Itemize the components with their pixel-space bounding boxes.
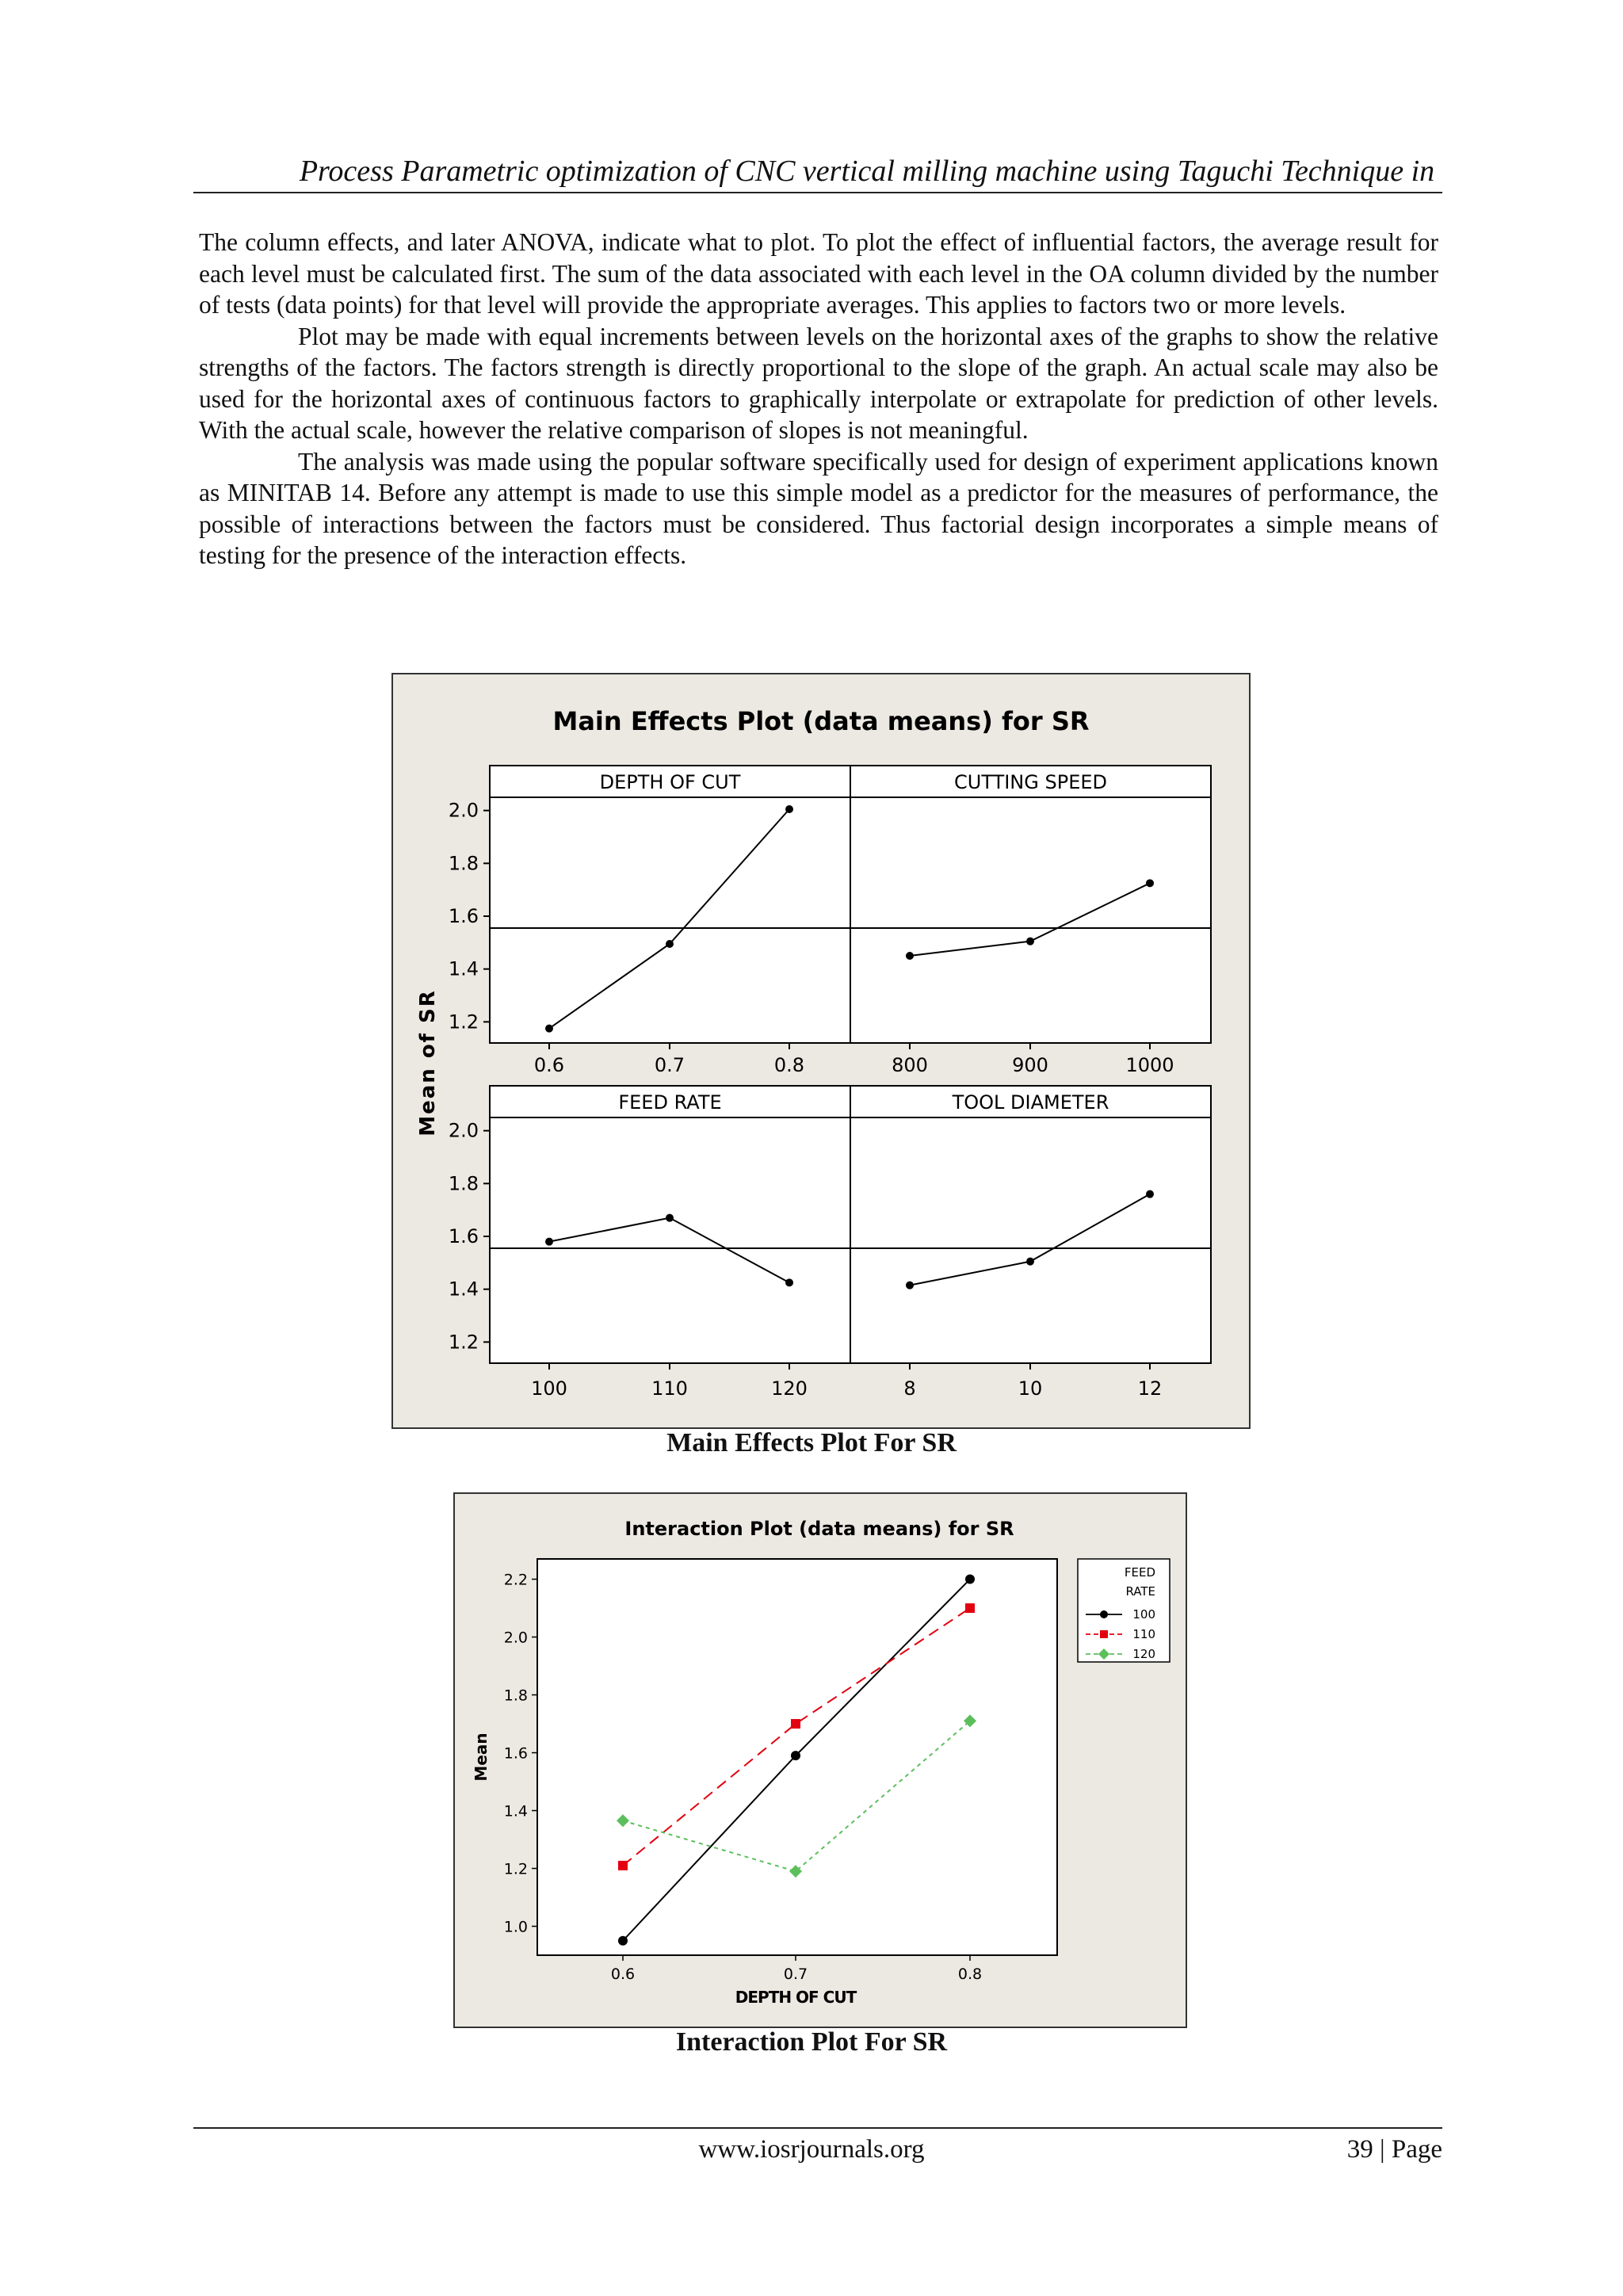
- y-tick-label: 1.6: [503, 1744, 528, 1763]
- data-point: [791, 1751, 800, 1760]
- y-tick-label: 1.8: [503, 1687, 528, 1705]
- y-tick-label: 2.0: [448, 1119, 479, 1142]
- main-effects-ylabel: Mean of SR: [416, 989, 440, 1137]
- interaction-ylabel: Mean: [472, 1733, 491, 1782]
- y-tick-label: 1.4: [448, 1278, 479, 1301]
- x-tick-label: 100: [531, 1377, 567, 1400]
- data-point: [666, 1214, 674, 1222]
- data-point: [785, 1278, 793, 1286]
- x-tick-label: 0.6: [533, 1054, 565, 1076]
- main-effects-title: Main Effects Plot (data means) for SR: [552, 706, 1090, 736]
- panel-plot-area: [850, 1117, 1211, 1363]
- x-tick-label: 0.6: [610, 1966, 636, 1983]
- x-tick-label: 8: [903, 1377, 916, 1400]
- panel-plot-area: [490, 797, 850, 1043]
- data-point: [965, 1603, 975, 1613]
- interaction-chart: [455, 1494, 1186, 2027]
- panel-title: CUTTING SPEED: [954, 771, 1107, 793]
- data-point: [545, 1025, 553, 1033]
- legend-label: 120: [1132, 1647, 1155, 1661]
- header-rule: [193, 192, 1442, 193]
- legend-title: RATE: [1125, 1584, 1155, 1599]
- data-point: [1100, 1610, 1108, 1618]
- x-tick-label: 10: [1018, 1377, 1043, 1400]
- legend-label: 110: [1132, 1627, 1155, 1641]
- y-tick-label: 1.2: [448, 1331, 479, 1354]
- main-effects-caption: Main Effects Plot For SR: [666, 1428, 957, 1457]
- panel-plot-area: [850, 797, 1211, 1043]
- x-tick-label: 120: [771, 1377, 808, 1400]
- x-tick-label: 0.8: [957, 1966, 983, 1983]
- legend-title: FEED: [1124, 1565, 1155, 1580]
- y-tick-label: 2.0: [448, 799, 479, 822]
- interaction-title: Interaction Plot (data means) for SR: [624, 1518, 1014, 1540]
- panel-title: DEPTH OF CUT: [599, 771, 741, 793]
- body-text: [199, 227, 1438, 571]
- paragraph-2: Plot may be made with equal increments between levels on the horizontal axes of the graphs to show the relative strengths of the factors. The factors strength is directly proportional to the slope of the graph. An actual scale may also be used for the horizontal axes of continuous factors to graphically interpolate or extrapolate for prediction of other levels. With the actual scale, however the relative comparison of slopes is not meaningful.: [199, 322, 1438, 444]
- y-tick-label: 1.4: [448, 957, 479, 980]
- data-point: [545, 1238, 553, 1246]
- main-effects-figure: [391, 673, 1251, 1429]
- x-tick-label: 1000: [1125, 1054, 1174, 1076]
- data-point: [906, 1282, 914, 1289]
- x-tick-label: 900: [1012, 1054, 1048, 1076]
- y-tick-label: 1.2: [448, 1010, 479, 1033]
- data-point: [666, 940, 674, 948]
- footer-rule: [193, 2127, 1442, 2129]
- x-tick-label: 110: [651, 1377, 688, 1400]
- data-point: [618, 1936, 628, 1946]
- x-tick-label: 12: [1137, 1377, 1163, 1400]
- data-point: [965, 1575, 975, 1584]
- x-tick-label: 0.7: [783, 1966, 808, 1983]
- running-header: Process Parametric optimization of CNC vertical milling machine using Taguchi Technique in: [299, 155, 1435, 188]
- interaction-xlabel: DEPTH OF CUT: [735, 1988, 857, 2007]
- main-effects-chart: [393, 674, 1249, 1427]
- data-point: [1026, 1258, 1034, 1266]
- data-point: [1146, 1190, 1154, 1198]
- y-tick-label: 1.4: [503, 1802, 528, 1820]
- interaction-figure: [453, 1492, 1187, 2028]
- data-point: [1026, 938, 1034, 946]
- data-point: [1100, 1630, 1108, 1638]
- data-point: [791, 1719, 800, 1729]
- panel-plot-area: [490, 1117, 850, 1363]
- panel-title: TOOL DIAMETER: [952, 1091, 1109, 1114]
- data-point: [618, 1861, 628, 1870]
- data-point: [785, 805, 793, 813]
- data-point: [1146, 879, 1154, 887]
- panel-title: FEED RATE: [618, 1091, 722, 1114]
- paragraph-3: The analysis was made using the popular software specifically used for design of experiment applications known as MINITAB 14. Before any attempt is made to use this simple model as a predictor for the measures of performance, the possible of interactions between the factors must be considered. Thus factorial design incorporates a simple means of testing for the presence of the interaction effects.: [199, 447, 1438, 569]
- interaction-caption: Interaction Plot For SR: [675, 2027, 948, 2057]
- legend-label: 100: [1132, 1607, 1155, 1622]
- paragraph-1: The column effects, and later ANOVA, indicate what to plot. To plot the effect of influential factors, the average result for each level must be calculated first. The sum of the data associated with each level in the OA column divided by the number of tests (data points) for that level will provide the appropriate averages. This applies to factors two or more levels.: [199, 228, 1438, 319]
- y-tick-label: 1.6: [448, 1225, 479, 1247]
- footer-page-number: 39 | Page: [1346, 2135, 1442, 2164]
- y-tick-label: 2.2: [503, 1571, 528, 1589]
- y-tick-label: 1.2: [503, 1860, 528, 1878]
- y-tick-label: 1.8: [448, 852, 479, 875]
- x-tick-label: 800: [892, 1054, 928, 1076]
- x-tick-label: 0.8: [773, 1054, 805, 1076]
- data-point: [906, 952, 914, 960]
- x-tick-label: 0.7: [654, 1054, 685, 1076]
- y-tick-label: 2.0: [503, 1629, 528, 1647]
- y-tick-label: 1.0: [503, 1918, 528, 1936]
- y-tick-label: 1.8: [448, 1172, 479, 1195]
- footer-site: www.iosrjournals.org: [698, 2135, 925, 2164]
- y-tick-label: 1.6: [448, 905, 479, 927]
